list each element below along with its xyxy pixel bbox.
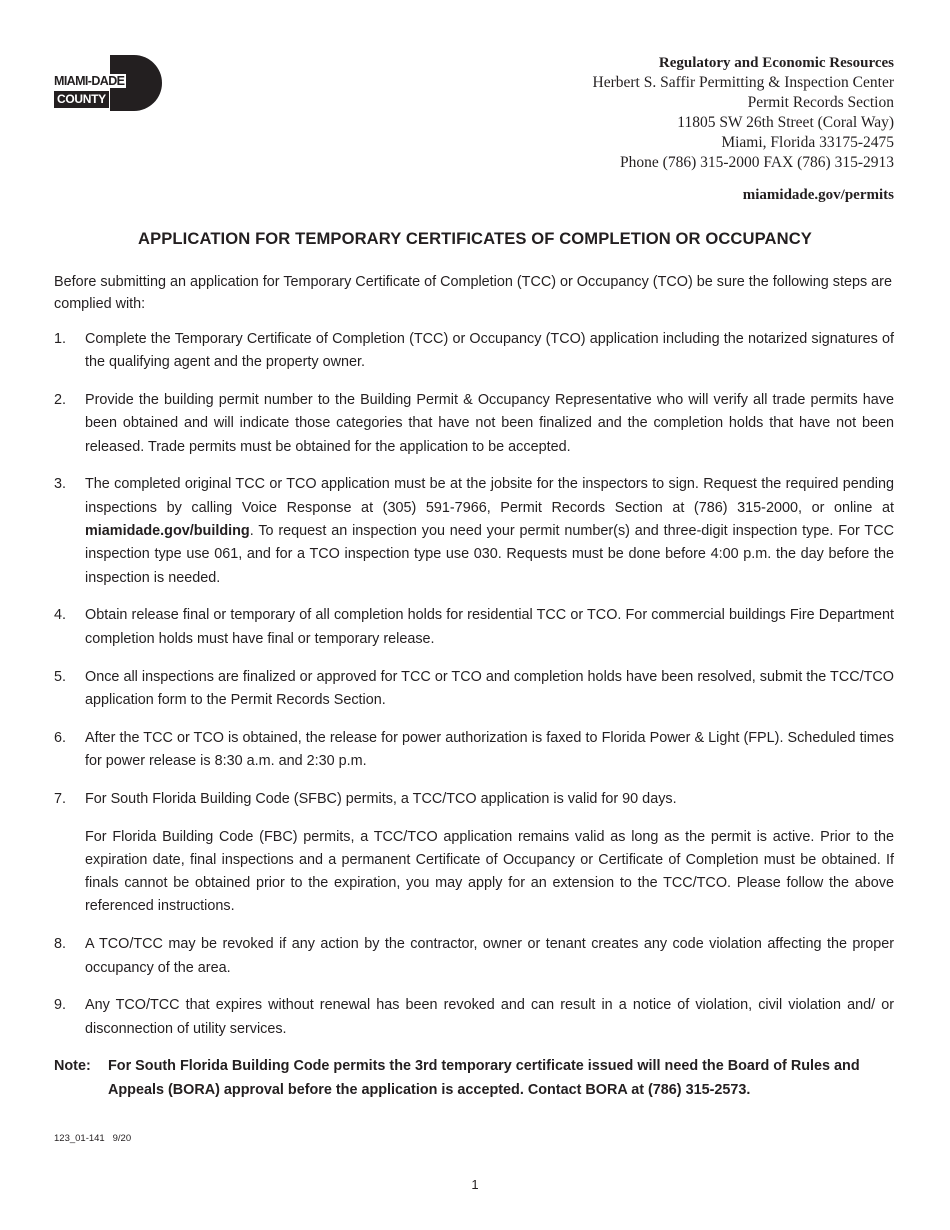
item-number: 2.: [54, 392, 67, 409]
logo-text-county: COUNTY: [54, 91, 109, 108]
form-code: 123_01-141 9/20: [54, 1133, 132, 1144]
building-website-link[interactable]: miamidade.gov/building: [85, 523, 250, 540]
item-text: Provide the building permit number to the Building Permit & Occupancy Representative who will verify all trade permits have been obtained and will indicate those categories that have not been finalized and the completion holds that have not been released. Trade permits must be obtained for the application to be accepted.: [85, 392, 894, 455]
item-text-part: . To request an inspection you need your permit number(s) and three-digit inspection type. For TCC inspection type use 061, and for a TCO inspection type use 030. Requests must be done before 4:00 p.m. the day before the inspection is needed.: [85, 523, 894, 586]
item-number: 1.: [54, 331, 67, 347]
city-state-zip: Miami, Florida 33175-2475: [721, 134, 894, 151]
note-label: Note:: [54, 1058, 91, 1075]
street-address: 11805 SW 26th Street (Coral Way): [677, 114, 894, 131]
item-number: 9.: [54, 997, 67, 1014]
center-name: Herbert S. Saffir Permitting & Inspection Center: [592, 74, 894, 91]
department-address-block: [593, 53, 894, 205]
item-text-part: The completed original TCC or TCO application must be at the jobsite for the inspectors to sign. Request the required pending inspections by calling Voice Response at (305) 591-7966, Permit Records Section at (786) 315-2000, or online at: [85, 476, 894, 516]
item-number: 7.: [54, 790, 67, 807]
item-number: 3.: [54, 476, 67, 493]
item-number: 8.: [54, 936, 67, 953]
document-title: APPLICATION FOR TEMPORARY CERTIFICATES OF COMPLETION OR OCCUPANCY: [138, 229, 812, 248]
item-text: After the TCC or TCO is obtained, the release for power authorization is faxed to Florida Power & Light (FPL). Scheduled times for power release is 8:30 a.m. and 2:30 p.m.: [85, 729, 894, 769]
intro-paragraph: Before submitting an application for Temporary Certificate of Completion (TCC) or Occupancy (TCO) be sure the following steps are complied with:: [54, 274, 892, 312]
list-item: [54, 727, 894, 774]
item-text: A TCO/TCC may be revoked if any action by the contractor, owner or tenant creates any code violation affecting the proper occupancy of the area.: [85, 936, 894, 976]
list-item: [54, 994, 894, 1041]
item-text: Obtain release final or temporary of all completion holds for residential TCC or TCO. For commercial buildings Fire Department completion holds must have final or temporary release.: [85, 607, 894, 647]
logo-text-miami-dade: MIAMI-DADE: [54, 74, 125, 88]
item-number: 4.: [54, 607, 67, 624]
item-text: [85, 473, 894, 589]
note-block: [54, 1055, 894, 1102]
list-item: [54, 328, 894, 375]
department-name: Regulatory and Economic Resources: [658, 55, 894, 71]
list-item: [54, 389, 894, 459]
item-number: 5.: [54, 668, 67, 685]
item-text: For South Florida Building Code (SFBC) permits, a TCC/TCO application is valid for 90 days.: [85, 790, 677, 807]
list-item: [54, 933, 894, 980]
list-item: [54, 666, 894, 713]
list-item: [54, 788, 894, 919]
item-text: Once all inspections are finalized or approved for TCC or TCO and completion holds have been resolved, submit the TCC/TCO application form to the Permit Records Section.: [85, 668, 894, 708]
website-link[interactable]: miamidade.gov/permits: [742, 187, 894, 203]
section-name: Permit Records Section: [747, 94, 894, 111]
page-number: 1: [471, 1177, 479, 1192]
list-item: [54, 604, 894, 651]
item-text-continued: For Florida Building Code (FBC) permits, a TCC/TCO application remains valid as long as the permit is active. Prior to the expiration date, final inspections and a permanent Certificate of Occupancy or Certificate of Completion must be obtained. If finals cannot be obtained prior to the expiration, you may apply for an extension to the TCC/TCO. Please follow the above referenced instructions.: [85, 828, 894, 915]
item-text: Complete the Temporary Certificate of Completion (TCC) or Occupancy (TCO) application including the notarized signatures of the qualifying agent and the property owner.: [85, 331, 894, 371]
miami-dade-county-logo: [54, 55, 170, 111]
note-text: For South Florida Building Code permits the 3rd temporary certificate issued will need the Board of Rules and Appeals (BORA) approval before the application is accepted. Contact BORA at (786) 315-2573.: [108, 1058, 860, 1098]
item-text: Any TCO/TCC that expires without renewal has been revoked and can result in a notice of violation, civil violation and/ or disconnection of utility services.: [85, 997, 894, 1037]
phone-fax: Phone (786) 315-2000 FAX (786) 315-2913: [620, 154, 894, 171]
item-number: 6.: [54, 729, 67, 746]
steps-list: [54, 328, 894, 1102]
list-item: [54, 473, 894, 589]
